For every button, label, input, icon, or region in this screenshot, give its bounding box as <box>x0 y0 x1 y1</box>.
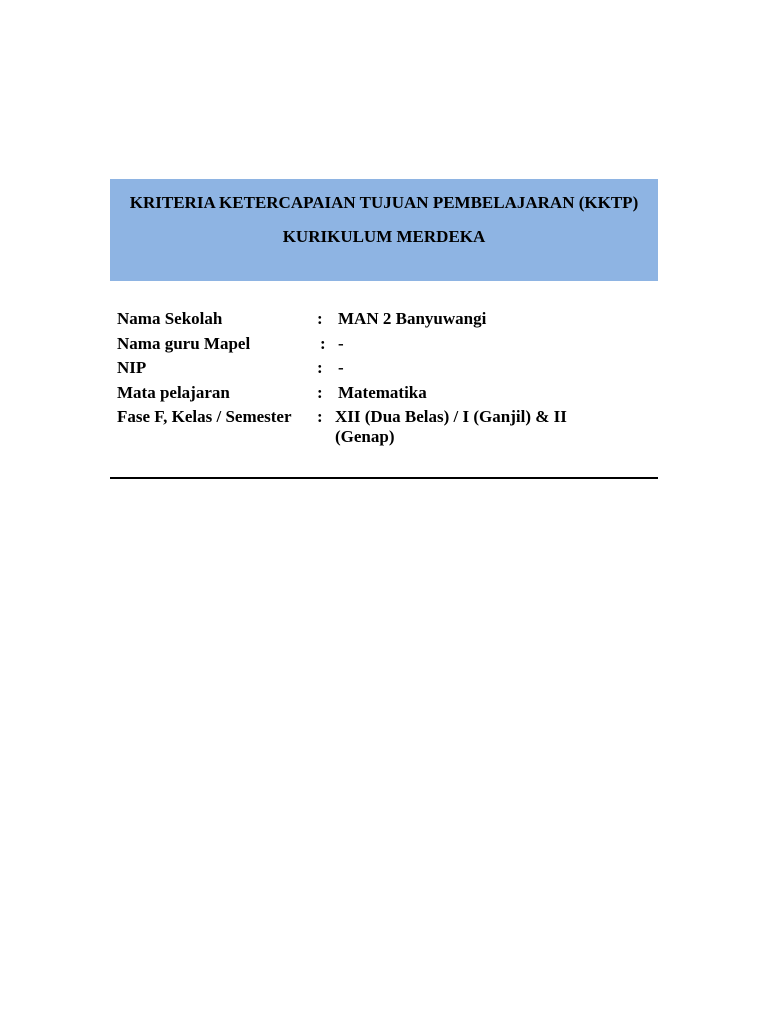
document-header-box <box>110 179 658 281</box>
info-colon: : <box>317 358 323 377</box>
document-subtitle: KURIKULUM MERDEKA <box>282 227 486 246</box>
info-label: Nama Sekolah <box>117 309 223 328</box>
info-row-nip <box>117 358 657 378</box>
info-row-subject <box>117 383 657 403</box>
info-row-teacher <box>117 334 657 354</box>
info-row-phase-class-semester <box>117 407 657 447</box>
info-value: - <box>338 358 344 377</box>
info-value: - <box>338 333 344 353</box>
info-colon: : <box>317 309 323 328</box>
info-label: NIP <box>117 358 147 377</box>
info-value: XII (Dua Belas) / I (Ganjil) & II (Genap) <box>335 407 567 446</box>
document-title: KRITERIA KETERCAPAIAN TUJUAN PEMBELAJARAN (KKTP) <box>129 193 639 212</box>
identity-table <box>117 309 657 452</box>
info-label: Mata pelajaran <box>117 382 230 402</box>
info-value: MAN 2 Banyuwangi <box>338 309 487 328</box>
section-divider <box>110 477 658 479</box>
info-colon: : <box>317 407 323 426</box>
info-colon: : <box>320 333 326 353</box>
info-value: Matematika <box>338 382 427 402</box>
info-row-school <box>117 309 657 329</box>
info-label: Nama guru Mapel <box>117 333 251 353</box>
info-label: Fase F, Kelas / Semester <box>117 407 292 426</box>
info-colon: : <box>317 382 323 402</box>
